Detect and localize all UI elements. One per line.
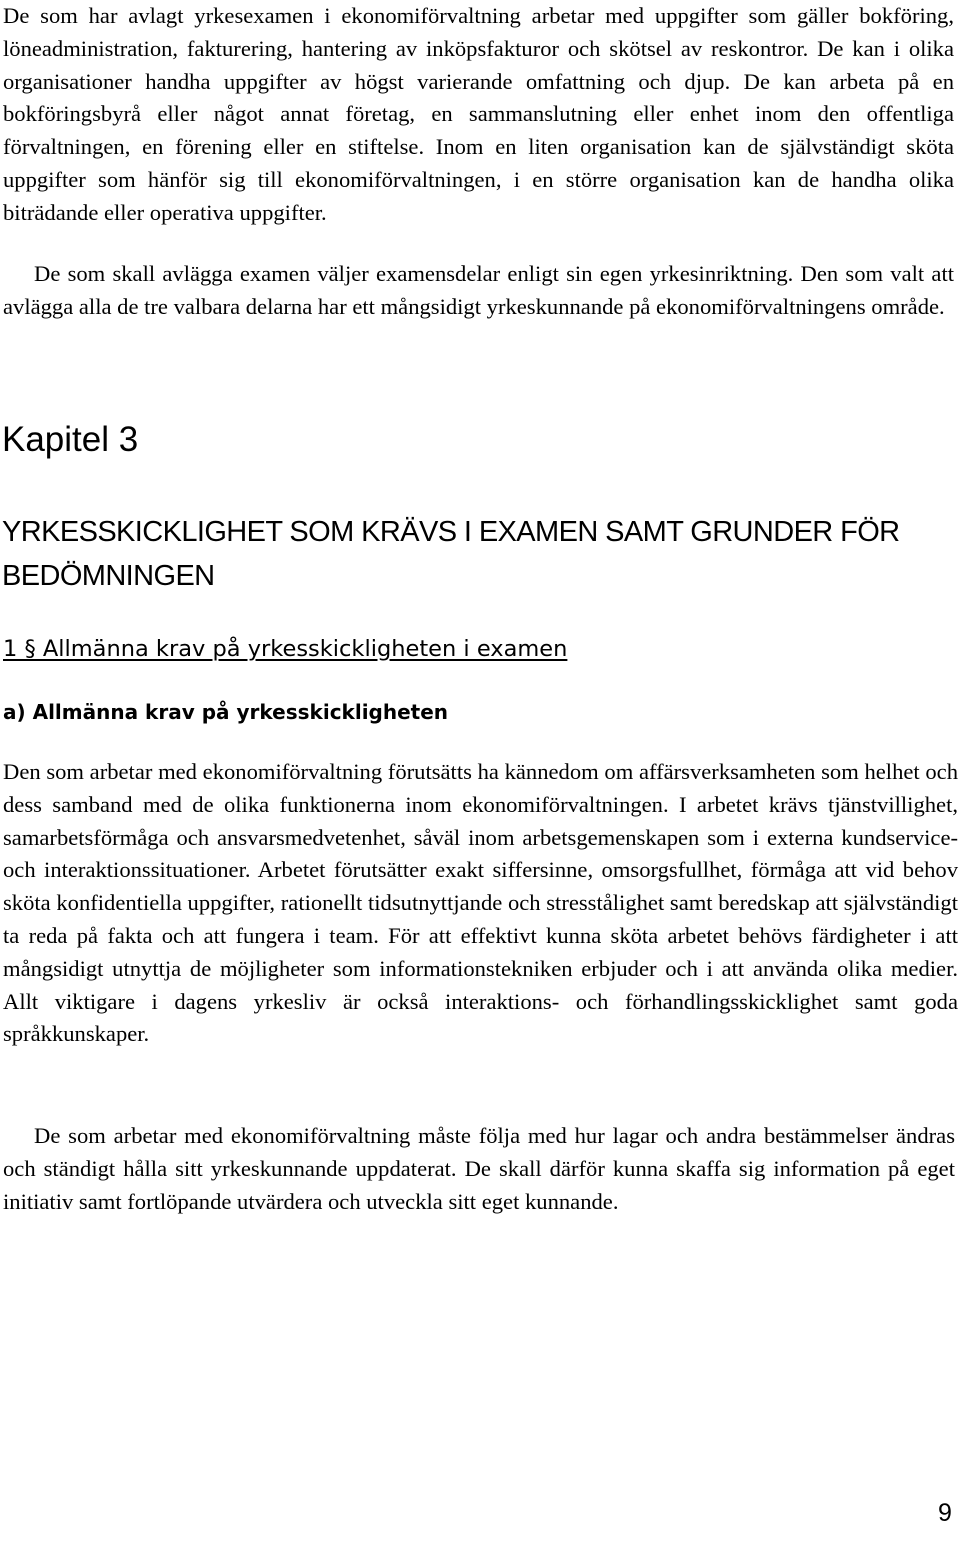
chapter-title: Kapitel 3 (2, 420, 139, 459)
intro-paragraph-2: De som skall avlägga examen väljer examensdelar enligt sin egen yrkesinriktning. Den som valt att avlägga alla de tre valbara delarna har ett mångsidigt yrkeskunnande på ekonomiförvaltningens område. (3, 261, 954, 319)
section-heading: 1 § Allmänna krav på yrkesskickligheten i examen (3, 636, 568, 662)
subsection-heading: a) Allmänna krav på yrkesskickligheten (3, 700, 449, 724)
body-paragraph-2: De som arbetar med ekonomiförvaltning måste följa med hur lagar och andra bestämmelser ändras och ständigt hålla sitt yrkeskunnande uppdaterat. De skall därför kunna skaffa sig information på eget initiativ samt fortlöpande utvärdera och utveckla sitt eget kunnande. (3, 1123, 955, 1214)
body-paragraph-1: Den som arbetar med ekonomiförvaltning förutsätts ha kännedom om affärsverksamheten som helhet och dess samband med de olika funktionerna inom ekonomiförvaltningen. I arbetet krävs tjänstvillighet, samarbetsförmåga och ansvarsmedvetenhet, såväl inom arbetsgemenskapen som i externa kundservice- och interaktionssituationer. Arbetet förutsätter exakt siffersinne, omsorgsfullhet, förmåga att vid behov sköta konfidentiella uppgifter, rationellt tidsutnyttjande och stresstålighet samt beredskap att självständigt ta reda på fakta och att fungera i team. För att effektivt kunna sköta arbetet behövs färdigheter i att mångsidigt utnyttja de möjligheter som informationstekniken erbjuder och i att använda olika medier. Allt viktigare i dagens yrkesliv är också interaktions- och förhandlingsskicklighet samt goda språkkunskaper. (3, 759, 958, 1047)
chapter-heading: YRKESSKICKLIGHET SOM KRÄVS I EXAMEN SAMT GRUNDER FÖR BEDÖMNINGEN (2, 516, 900, 592)
page-number: 9 (938, 1499, 952, 1527)
intro-paragraph-1: De som har avlagt yrkesexamen i ekonomiförvaltning arbetar med uppgifter som gäller bokföring, löneadministration, fakturering, hantering av inköpsfakturor och skötsel av reskontror. De kan i olika organisationer handha uppgifter av högst varierande omfattning och djup. De kan arbeta på en bokföringsbyrå eller något annat företag, en sammanslutning eller enhet inom den offentliga förvaltningen, en förening eller en stiftelse. Inom en liten organisation kan de självständigt sköta uppgifter som hänför sig till ekonomiförvaltningen, i en större organisation kan de handha olika biträdande eller operativa uppgifter. (3, 3, 954, 225)
